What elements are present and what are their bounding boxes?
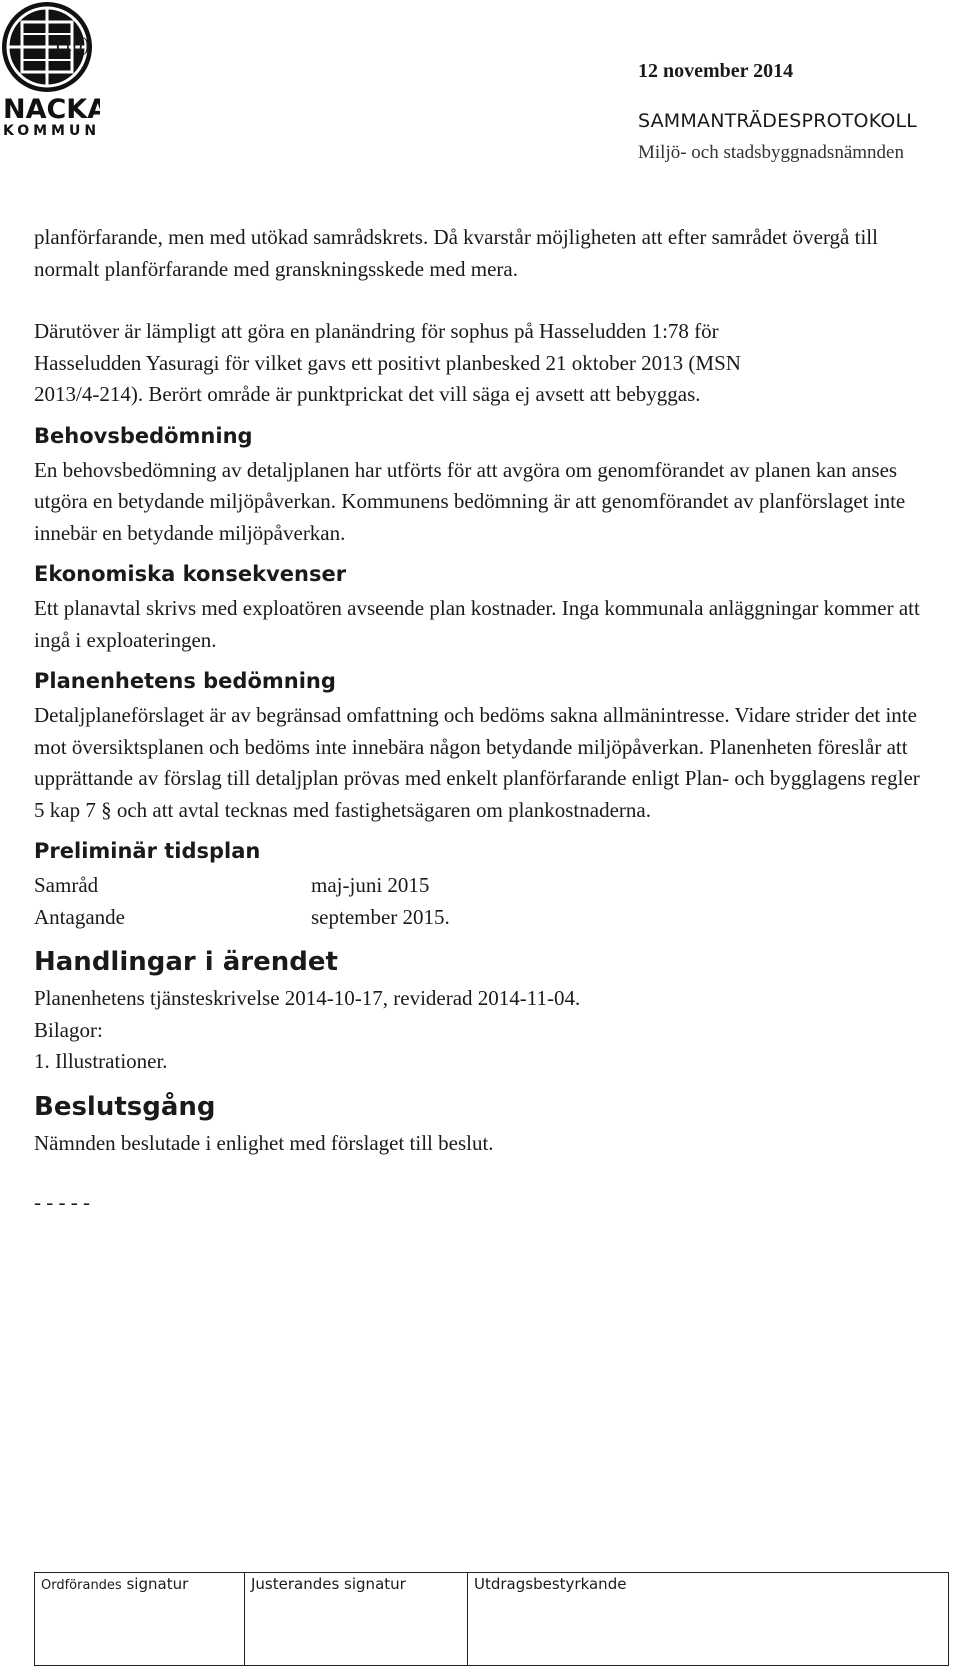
paragraph: Nämnden beslutade i enlighet med förslaget till beslut.: [34, 1130, 494, 1155]
section-heading-handlingar: Handlingar i ärendet: [34, 947, 338, 977]
schedule-label: Samråd: [34, 873, 99, 897]
signature-label: Justerandes signatur: [251, 1575, 406, 1593]
paragraph-line: Hasseludden Yasuragi för vilket gavs ett positivt planbesked 21 oktober 2013 (MSN: [34, 350, 741, 375]
header-committee: Miljö- och stadsbyggnadsnämnden: [638, 142, 904, 163]
signature-label: signatur: [121, 1575, 189, 1593]
paragraph-line: 1. Illustrationer.: [34, 1049, 168, 1073]
paragraph-line: Därutöver är lämpligt att göra en planändring för sophus på Hasseludden 1:78 för: [34, 319, 719, 343]
header-document-type: SAMMANTRÄDESPROTOKOLL: [638, 110, 918, 132]
logo-subtext: KOMMUN: [3, 123, 100, 139]
paragraph: En behovsbedömning av detaljplanen har utförts för att avgöra om genomförandet av planen kan anses utgöra en betydande miljöpåverkan. Kommunens bedömning är att genomförandet av planförslaget inte innebär en betydande miljöpåverkan.: [34, 457, 906, 545]
schedule-list: [34, 870, 934, 933]
signature-cell-adjuster: [245, 1573, 468, 1666]
paragraph-line: 2013/4-214). Berört område är punktprickat det vill säga ej avsett att bebyggas.: [34, 382, 701, 406]
schedule-label: Antagande: [34, 904, 125, 929]
schedule-value: september 2015.: [311, 904, 450, 929]
paragraph: [34, 983, 934, 1078]
schedule-row: [34, 902, 934, 934]
section-heading-behovsbedomning: Behovsbedömning: [34, 423, 253, 448]
paragraph: [34, 316, 934, 411]
paragraph: planförfarande, men med utökad samrådskrets. Då kvarstår möjligheten att efter samrådet övergå till normalt planförfarande med granskningsskede med mera.: [34, 225, 878, 281]
paragraph-line: Bilagor:: [34, 1017, 103, 1042]
section-heading-beslutsgang: Beslutsgång: [34, 1091, 216, 1122]
document-body: [34, 222, 934, 1219]
header-date: 12 november 2014: [638, 60, 794, 82]
signature-label-small: Ordförandes: [41, 1578, 122, 1593]
signature-cell-chair: [35, 1573, 245, 1666]
schedule-row: [34, 870, 934, 902]
paragraph: Detaljplaneförslaget är av begränsad omfattning och bedöms sakna allmänintresse. Vidare strider det inte mot översiktsplanen och bedöms inte innebära någon betydande miljöpåverkan. Planenheten föreslår att upprättande av förslag till detaljplan prövas med enkelt planförfarande enligt Plan- och bygglagens regler 5 kap 7 § och att avtal tecknas med fastighetsägaren om plankostnaderna.: [34, 703, 920, 822]
nacka-kommun-logo: [0, 0, 100, 145]
logo-wordmark: NACKA: [3, 94, 100, 125]
paragraph: Ett planavtal skrivs med exploatören avseende plan kostnader. Inga kommunala anläggningar kommer att ingå i exploateringen.: [34, 596, 920, 652]
signature-table: [34, 1572, 949, 1666]
schedule-value: maj-juni 2015: [311, 873, 430, 897]
section-heading-preliminar-tidsplan: Preliminär tidsplan: [34, 839, 261, 863]
section-heading-planenhetens-bedomning: Planenhetens bedömning: [34, 669, 336, 693]
section-heading-ekonomiska-konsekvenser: Ekonomiska konsekvenser: [34, 562, 347, 586]
separator-dashes: - - - - -: [34, 1190, 90, 1214]
signature-label: Utdragsbestyrkande: [474, 1575, 627, 1593]
signature-cell-certifier: [468, 1573, 949, 1666]
nacka-seal-icon: [0, 0, 100, 145]
page-number: (10): [56, 34, 90, 56]
paragraph-line: Planenhetens tjänsteskrivelse 2014-10-17, reviderad 2014-11-04.: [34, 986, 581, 1010]
